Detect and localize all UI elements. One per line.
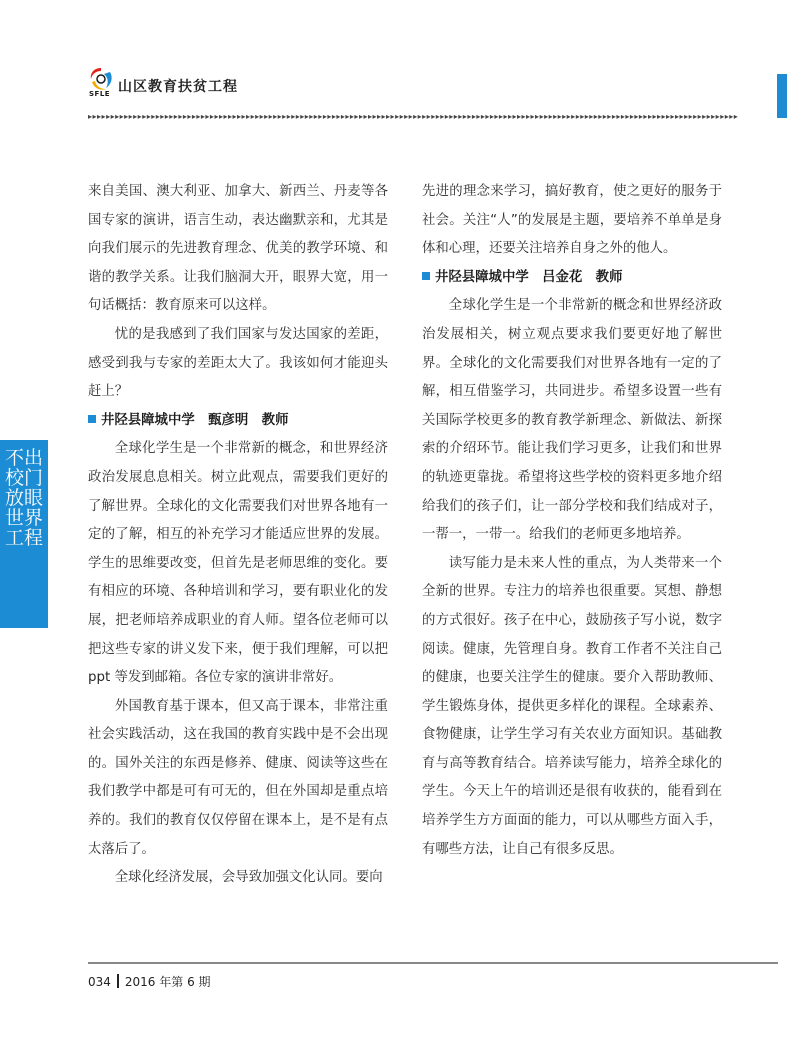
square-bullet-icon [422, 272, 430, 280]
paragraph: 全球化学生是一个非常新的概念，和世界经济政治发展息息相关。树立此观点，需要我们更好的了解世界。全球化的文化需要我们对世界各地有一定的了解，相互的补充学习才能适应世界的发展。学生的思维要改变，但首先是老师思维的变化。要有相应的环境、各种培训和学习，要有职业化的发展，把老师培养成职业的育人师。望各位老师可以把这些专家的讲义发下来，便于我们理解，可以把 ppt 等发到邮箱。各位专家的演讲非常好。 [88, 441, 388, 686]
section-heading-text: 井陉县障城中学 吕金花 教师 [435, 269, 623, 285]
square-bullet-icon [88, 415, 96, 423]
paragraph: 外国教育基于课本，但又高于课本，非常注重社会实践活动，这在我国的教育实践中是不会出现的。国外关注的东西是修养、健康、阅读等这些在我们教学中都是可有可无的，但在外国却是重点培养的。我们的教育仅仅停留在课本上，是不是有点太落后了。 [88, 698, 388, 857]
logo-text: SFLE [89, 90, 111, 98]
sfle-logo-icon [88, 66, 114, 92]
header-divider: ▸▸▸▸▸▸▸▸▸▸▸▸▸▸▸▸▸▸▸▸▸▸▸▸▸▸▸▸▸▸▸▸▸▸▸▸▸▸▸▸▸▸▸▸▸▸▸▸▸▸▸▸▸▸▸▸▸▸▸▸▸▸▸▸▸▸▸▸▸▸▸▸▸▸▸▸▸▸▸▸▸▸▸▸▸▸▸▸▸▸▸▸▸▸▸▸▸▸▸▸▸▸▸▸▸▸▸▸▸▸▸▸▸▸▸▸▸▸▸▸▸▸▸▸▸▸▸▸▸▸▸▸▸▸▸▸▸▸▸▸▸▸▸▸ [88, 113, 739, 121]
issue-label: 2016 年第 6 期 [124, 975, 211, 989]
header-title: 山区教育扶贫工程 [118, 79, 238, 95]
paragraph: 忧的是我感到了我们国家与发达国家的差距，感受到我与专家的差距太大了。我该如何才能迎头赶上？ [88, 326, 388, 400]
header-accent-tab [777, 74, 787, 118]
right-column [422, 178, 722, 864]
footer-divider [88, 962, 778, 964]
left-column [88, 178, 388, 893]
paragraph: 全球化学生是一个非常新的概念和世界经济政治发展相关，树立观点要求我们要更好地了解世界。全球化的文化需要我们对世界各地有一定的了解，相互借鉴学习，共同进步。希望多设置一些有关国际学校更多的教育教学新理念、新做法、新探索的介绍环节。能让我们学习更多，让我们和世界的轨迹更靠拢。希望将这些学校的资料更多地介绍给我们的孩子们，让一部分学校和我们结成对子，一帮一，一带一。给我们的老师更多地培养。 [422, 298, 722, 543]
footer-separator [117, 974, 119, 988]
paragraph: 全球化经济发展，会导致加强文化认同。要向 [114, 870, 383, 886]
paragraph: 读写能力是未来人性的重点，为人类带来一个全新的世界。专注力的培养也很重要。冥想、静想的方式很好。孩子在中心，鼓励孩子写小说，数字阅读。健康，先管理自身。教育工作者不关注自己的健康，也要关注学生的健康。要介入帮助教师、学生锻炼身体，提供更多样化的课程。全球素养、食物健康，让学生学习有关农业方面知识。基础教育与高等教育结合。培养读写能力，培养全球化的学生。今天上午的培训还是很有收获的，能看到在培养学生方方面面的能力，可以从哪些方面入手，有哪些方法，让自己有很多反思。 [422, 555, 722, 857]
section-heading-text: 井陉县障城中学 甄彦明 教师 [101, 412, 289, 428]
page-footer [88, 973, 211, 990]
page-number: 034 [88, 975, 111, 989]
paragraph: 来自美国、澳大利亚、加拿大、新西兰、丹麦等各国专家的演讲，语言生动，表达幽默亲和，尤其是向我们展示的先进教育理念、优美的教学环境、和谐的教学关系。让我们脑洞大开，眼界大宽，用一句话概括：教育原来可以这样。 [88, 184, 388, 314]
paragraph: 先进的理念来学习，搞好教育，使之更好的服务于社会。关注“人”的发展是主题，要培养不单单是身体和心理，还要关注培养自身之外的他人。 [422, 184, 722, 257]
page-header [88, 62, 788, 102]
side-tab-label: 不出校门放眼世界工程 [4, 447, 43, 549]
section-heading [422, 264, 722, 293]
section-heading [88, 407, 388, 436]
section-side-tab [0, 440, 48, 628]
